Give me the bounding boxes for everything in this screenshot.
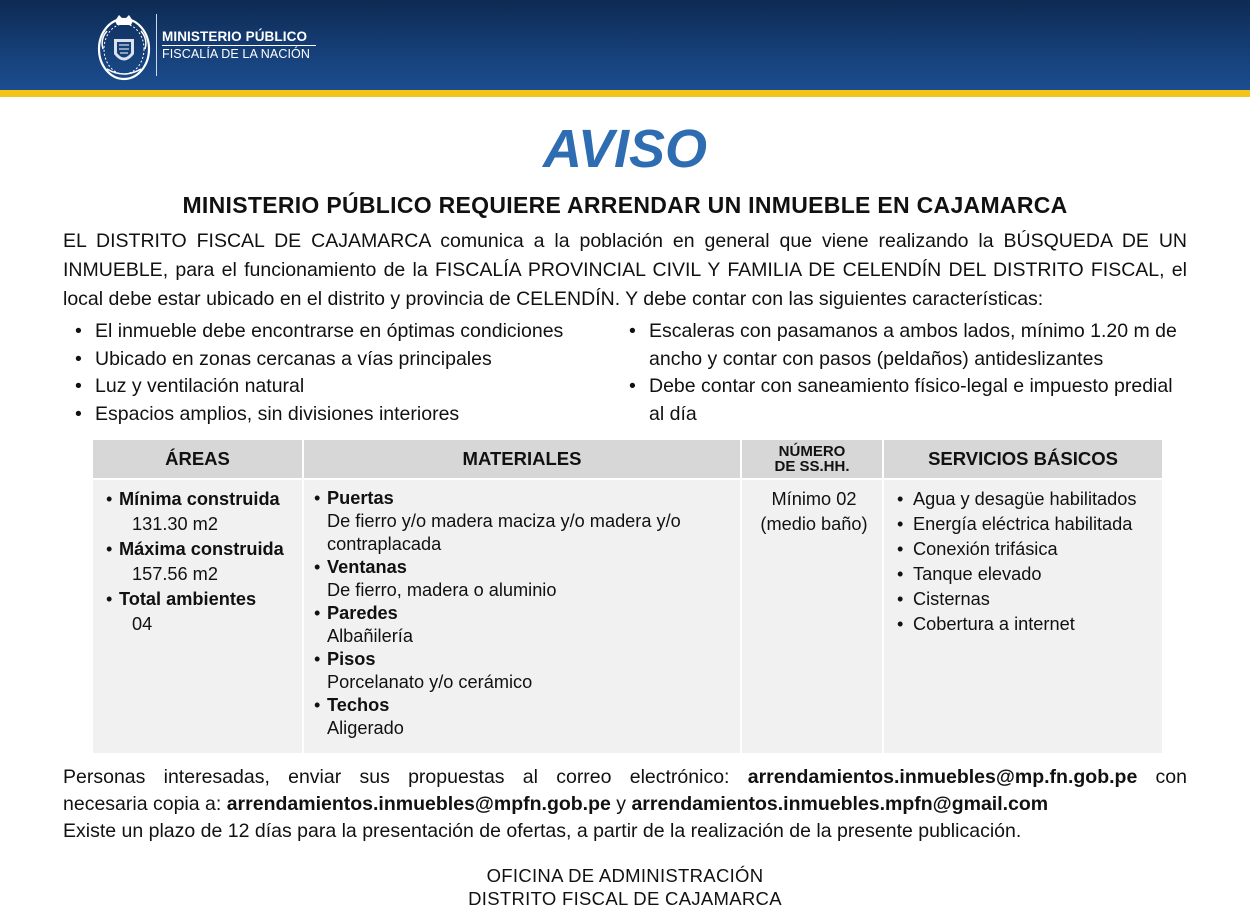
list-item: • Cisternas [897, 587, 1159, 612]
area-label: Mínima construida [119, 489, 280, 509]
logo-subtitle: FISCALÍA DE LA NACIÓN [162, 47, 310, 61]
material-value: De fierro y/o madera maciza y/o madera y/o contraplacada [327, 511, 681, 554]
list-item: • Espacios amplios, sin divisiones interiores [75, 401, 615, 429]
intro-paragraph: EL DISTRITO FISCAL DE CAJAMARCA comunica a la población en general que viene realizando la BÚSQUEDA DE UN INMUEBLE, para el funcionamiento de la FISCALÍA PROVINCIAL CIVIL Y FAMILIA DE CELENDÍN DEL DISTRITO FISCAL, el local debe estar ubicado en el distrito y provincia de CELENDÍN. Y debe contar con las siguientes características: [63, 230, 1187, 310]
header-servicios: SERVICIOS BÁSICOS [928, 448, 1118, 469]
header-numero-sshh [742, 440, 882, 478]
page-title: AVISO [542, 119, 708, 179]
area-value: 157.56 m2 [132, 564, 218, 584]
list-item: • Cobertura a internet [897, 612, 1159, 637]
column-divider [740, 440, 742, 753]
header-materiales: MATERIALES [462, 448, 582, 469]
list-item [314, 648, 734, 694]
contact-section [63, 764, 1187, 845]
signature-block [0, 864, 1250, 910]
header-band [0, 0, 1250, 90]
material-value: Albañilería [327, 626, 413, 646]
material-value: Porcelanato y/o cerámico [327, 672, 533, 692]
contact-intro: Personas interesadas, enviar sus propuestas al correo electrónico: [63, 766, 730, 788]
area-value: 04 [132, 614, 153, 634]
list-item: • Conexión trifásica [897, 537, 1159, 562]
header-numero-line2: DE SS.HH. [774, 458, 850, 475]
cell-servicios [897, 487, 1159, 637]
sshh-value: Mínimo 02 [771, 489, 857, 509]
material-label: Techos [327, 695, 390, 715]
contact-copy-label: necesaria copia a: [63, 793, 222, 815]
area-label: Máxima construida [119, 539, 284, 559]
header-stripe [0, 90, 1250, 97]
signature-office: OFICINA DE ADMINISTRACIÓN [486, 865, 764, 886]
list-item [106, 487, 301, 537]
list-item [106, 537, 301, 587]
logo-divider [156, 14, 157, 76]
area-value: 131.30 m2 [132, 514, 218, 534]
list-item [314, 602, 734, 648]
list-item [106, 587, 301, 637]
sshh-note: (medio baño) [760, 514, 868, 534]
requirements-list-right [629, 318, 1189, 428]
logo-title: MINISTERIO PÚBLICO [162, 29, 308, 44]
email-main-link[interactable]: arrendamientos.inmuebles@mp.fn.gob.pe [747, 766, 1138, 788]
cell-areas [106, 487, 301, 637]
email-copy2-link[interactable]: arrendamientos.inmuebles.mpfn@gmail.com [631, 793, 1049, 815]
contact-and: y [616, 793, 627, 815]
column-divider [302, 440, 304, 753]
contact-line1 [63, 764, 1187, 791]
material-label: Pisos [327, 649, 376, 669]
list-item: • Energía eléctrica habilitada [897, 512, 1159, 537]
national-shield-seal-icon [97, 9, 151, 81]
material-label: Paredes [327, 603, 398, 623]
header-areas: ÁREAS [165, 448, 230, 469]
material-value: De fierro, madera o aluminio [327, 580, 557, 600]
contact-line2 [63, 791, 1187, 818]
list-item: • Agua y desagüe habilitados [897, 487, 1159, 512]
material-label: Puertas [327, 488, 394, 508]
requirements-table [93, 440, 1162, 753]
table-divider [93, 478, 1162, 480]
page-subtitle: MINISTERIO PÚBLICO REQUIERE ARRENDAR UN INMUEBLE EN CAJAMARCA [182, 192, 1068, 218]
header-numero-line1: NÚMERO [778, 443, 846, 460]
email-copy1-link[interactable]: arrendamientos.inmuebles@mpfn.gob.pe [226, 793, 611, 815]
list-item: • Ubicado en zonas cercanas a vías principales [75, 346, 615, 374]
contact-con: con [1155, 766, 1187, 788]
deadline-text: Existe un plazo de 12 días para la presentación de ofertas, a partir de la realización de la presente publicación. [63, 820, 1022, 842]
material-value: Aligerado [327, 718, 404, 738]
list-item: • Debe contar con saneamiento físico-legal e impuesto predial al día [629, 373, 1189, 428]
list-item: • Tanque elevado [897, 562, 1159, 587]
requirements-list-left [75, 318, 615, 428]
cell-numero-sshh [743, 487, 885, 537]
material-label: Ventanas [327, 557, 407, 577]
cell-materiales [314, 487, 734, 740]
list-item [314, 487, 734, 556]
logo-underline [162, 45, 316, 46]
area-label: Total ambientes [119, 589, 257, 609]
list-item: • Luz y ventilación natural [75, 373, 615, 401]
list-item: • Escaleras con pasamanos a ambos lados, mínimo 1.20 m de ancho y contar con pasos (peldaños) antideslizantes [629, 318, 1189, 373]
list-item: • El inmueble debe encontrarse en óptimas condiciones [75, 318, 615, 346]
signature-district: DISTRITO FISCAL DE CAJAMARCA [468, 888, 782, 909]
list-item [314, 556, 734, 602]
list-item [314, 694, 734, 740]
